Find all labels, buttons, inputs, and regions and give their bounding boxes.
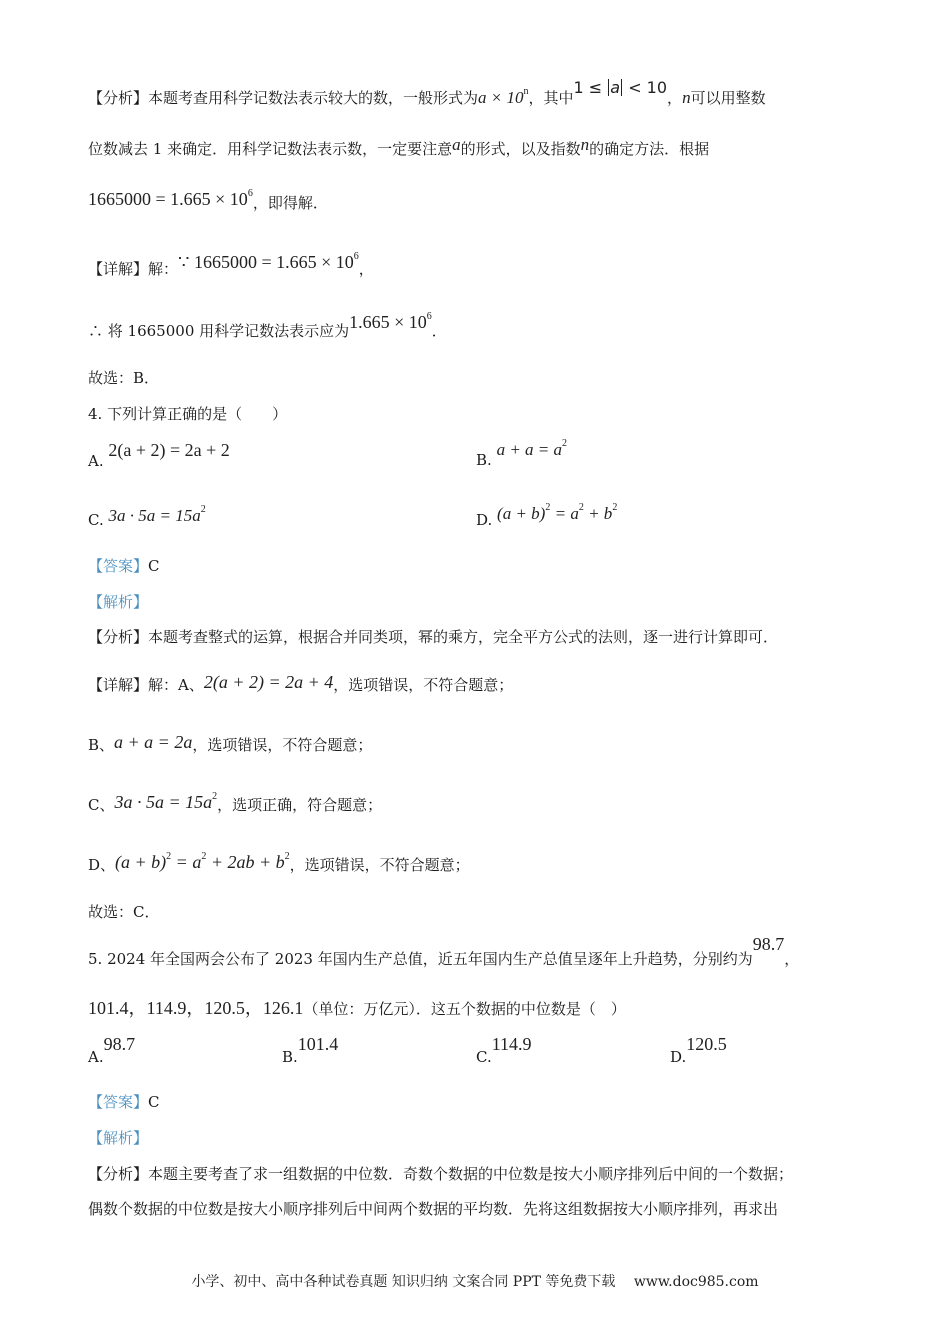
detail-line-1 <box>88 251 374 279</box>
q4-option-d: D. $(a + b)^2 = a^2 + b^2$ <box>476 502 618 529</box>
question-5-line-1: 5. 2024 年全国两会公布了 2023 年国内生产总值，近五年国内生产总值呈逐年上升趋势，分别约为98.7， <box>88 934 800 968</box>
q5-analysis-line-2: 偶数个数据的中位数是按大小顺序排列后中间两个数据的平均数．先将这组数据按大小顺序排列，再求出 <box>88 1200 779 1218</box>
math-equation: ∵ $1665000 = 1.665 \times 10^6$ <box>178 251 359 272</box>
q4-option-b: B. $a + a = a^2$ <box>476 438 568 469</box>
q4-explanation-tag: 【解析】 <box>88 593 149 611</box>
q4-detail-d: D、$(a + b)^2 = a^2 + 2ab + b^2$，选项错误，不符合题意； <box>88 851 470 874</box>
analysis-line-2 <box>88 135 710 159</box>
q4-detail-a: 【详解】解：A、2(a + 2) = 2a + 4，选项错误，不符合题意； <box>88 672 514 694</box>
analysis-line-3 <box>88 188 328 213</box>
text: 【分析】本题考查用科学记数法表示较大的数，一般形式为 <box>88 89 479 107</box>
math-equation: $1665000 = 1.665 \times 10^6$ <box>88 188 253 209</box>
math-result: $1.665 \times 10^6$ <box>349 311 432 332</box>
math-n: n <box>682 88 691 107</box>
text: 的形式，以及指数 <box>460 140 581 158</box>
q4-option-a: A. 2(a + 2) = 2a + 2 <box>88 440 230 470</box>
question-5-line-2: 101.4，114.9，120.5，126.1（单位：万亿元）．这五个数据的中位数是（ ） <box>88 998 626 1018</box>
q4-detail-c: C、$3a \cdot 5a = 15a^2$，选项正确，符合题意； <box>88 791 383 814</box>
q5-option-b: B.101.4 <box>282 1034 339 1066</box>
text: 的确定方法．根据 <box>589 140 710 158</box>
q5-option-a: A.98.7 <box>88 1034 136 1066</box>
q5-explanation-tag: 【解析】 <box>88 1129 149 1147</box>
text: 将 1665000 用科学记数法表示应为 <box>103 322 350 340</box>
text: ． <box>431 322 447 340</box>
therefore-symbol: ∴ <box>88 322 104 340</box>
math-n: n <box>580 135 590 154</box>
math-range: 1 ≤ a < 10 <box>573 78 668 97</box>
detail-line-2 <box>88 311 447 341</box>
question-4: 4. 下列计算正确的是（ ） <box>88 405 288 423</box>
q4-answer: 【答案】C <box>88 557 160 575</box>
text: ， <box>358 260 374 278</box>
q4-option-c: C. $3a \cdot 5a = 15a^2$ <box>88 504 206 529</box>
q5-option-c: C.114.9 <box>476 1034 532 1066</box>
math-sci-form: $a \times 10^n$ <box>478 86 529 107</box>
page-footer: 小学、初中、高中各种试卷真题 知识归纳 文案合同 PPT 等免费下载 www.doc985.com <box>191 1274 759 1290</box>
text: ，其中 <box>528 89 574 107</box>
text: ， <box>667 89 683 107</box>
q5-analysis-line-1: 【分析】本题主要考查了求一组数据的中位数．奇数个数据的中位数是按大小顺序排列后中间的一个数据； <box>88 1165 794 1183</box>
math-a: a <box>452 135 461 154</box>
q4-detail-b: B、a + a = 2a，选项错误，不符合题意； <box>88 732 373 754</box>
q4-choice: 故选：C． <box>88 903 160 921</box>
text: 【详解】解： <box>88 260 179 278</box>
q5-option-d: D.120.5 <box>670 1034 727 1066</box>
text: ，即得解． <box>252 194 328 212</box>
answer-line-3: 故选：B． <box>88 369 160 387</box>
q5-answer: 【答案】C <box>88 1093 160 1111</box>
q4-analysis: 【分析】本题考查整式的运算，根据合并同类项，幂的乘方，完全平方公式的法则，逐一进行计算即可． <box>88 628 779 646</box>
text: 位数减去 1 来确定．用科学记数法表示数，一定要注意 <box>88 140 453 158</box>
analysis-line-1 <box>88 78 766 108</box>
text: 可以用整数 <box>690 89 766 107</box>
